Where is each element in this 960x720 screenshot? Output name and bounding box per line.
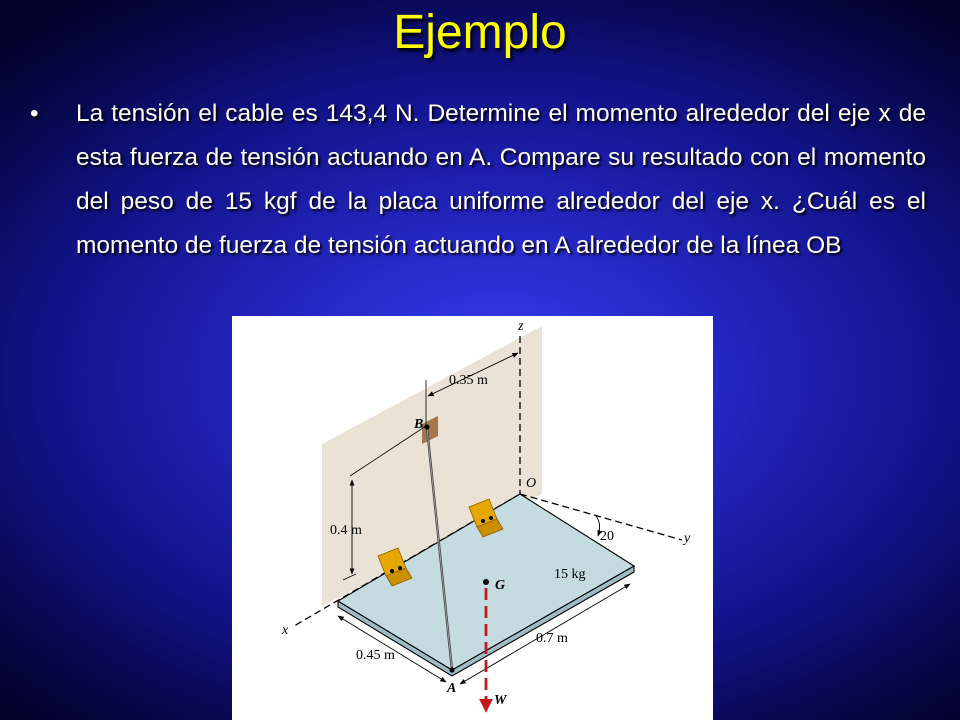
label-y: y <box>684 531 691 546</box>
label-w: W <box>494 693 507 708</box>
label-dim-angle: 20 <box>600 529 614 544</box>
slide-title: Ejemplo <box>393 6 567 59</box>
label-dim-length: 0.7 m <box>536 631 568 646</box>
label-g: G <box>495 578 506 593</box>
point-b-dot <box>424 424 429 429</box>
label-mass: 15 kg <box>554 567 586 582</box>
label-x: x <box>282 623 289 638</box>
bullet-dot: • <box>30 100 39 127</box>
label-z: z <box>518 319 524 334</box>
label-dim-b: 0.35 m <box>449 373 488 388</box>
point-a-dot <box>449 667 454 672</box>
label-dim-height: 0.4 m <box>330 523 362 538</box>
label-o: O <box>526 476 537 491</box>
label-b: B <box>414 417 424 432</box>
problem-statement: La tensión el cable es 143,4 N. Determine el momento alrededor del eje x de esta fuerza de tensión actuando en A. Compare su resultado con el momento del peso de 15 kgf de la placa uniforme alrededor del eje x. ¿Cuál es el momento de fuerza de tensión actuando en A alrededor de la línea OB <box>76 100 926 259</box>
bullet-item <box>30 92 926 268</box>
label-dim-width: 0.45 m <box>356 648 395 663</box>
statics-diagram <box>232 316 713 720</box>
label-a: A <box>447 681 457 696</box>
center-g-dot <box>483 579 489 585</box>
